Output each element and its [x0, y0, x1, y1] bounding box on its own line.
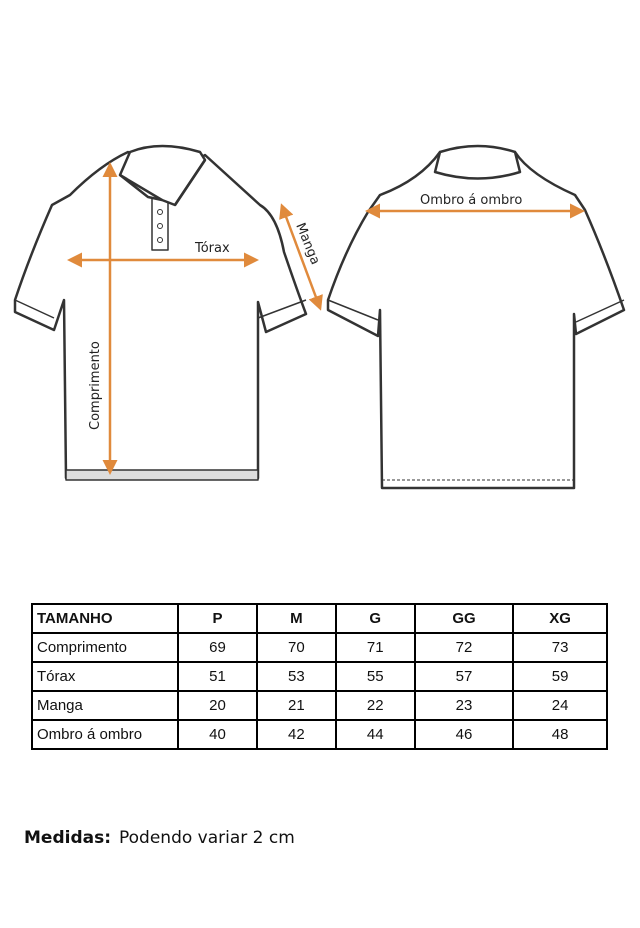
row-label: Comprimento: [32, 633, 178, 662]
measurement-note: [24, 828, 295, 848]
table-cell: 46: [415, 720, 514, 749]
note-label: Medidas:: [24, 828, 112, 848]
table-cell: 72: [415, 633, 514, 662]
table-cell: 70: [257, 633, 336, 662]
table-cell: 24: [513, 691, 607, 720]
header-gg: GG: [415, 604, 514, 633]
table-cell: 59: [513, 662, 607, 691]
table-row: [32, 720, 607, 749]
table-cell: 22: [336, 691, 415, 720]
table-cell: 40: [178, 720, 257, 749]
table-cell: 73: [513, 633, 607, 662]
table-cell: 44: [336, 720, 415, 749]
table-cell: 69: [178, 633, 257, 662]
table-row: [32, 633, 607, 662]
table-row: [32, 691, 607, 720]
header-size: TAMANHO: [32, 604, 178, 633]
row-label: Manga: [32, 691, 178, 720]
table-cell: 51: [178, 662, 257, 691]
header-xg: XG: [513, 604, 607, 633]
table-cell: 48: [513, 720, 607, 749]
table-cell: 57: [415, 662, 514, 691]
row-label: Ombro á ombro: [32, 720, 178, 749]
table-cell: 21: [257, 691, 336, 720]
row-label: Tórax: [32, 662, 178, 691]
note-text: Podendo variar 2 cm: [119, 828, 295, 848]
length-label: Comprimento: [88, 341, 103, 430]
chest-label: Tórax: [195, 241, 230, 256]
table-cell: 23: [415, 691, 514, 720]
shoulder-label: Ombro á ombro: [420, 193, 523, 208]
table-cell: 55: [336, 662, 415, 691]
table-cell: 20: [178, 691, 257, 720]
size-table-header: [32, 604, 607, 633]
table-cell: 42: [257, 720, 336, 749]
table-cell: 53: [257, 662, 336, 691]
front-shirt: [15, 146, 306, 480]
size-table: [31, 603, 608, 750]
header-p: P: [178, 604, 257, 633]
header-g: G: [336, 604, 415, 633]
sleeve-label: Manga: [292, 220, 323, 267]
header-m: M: [257, 604, 336, 633]
table-row: [32, 662, 607, 691]
table-cell: 71: [336, 633, 415, 662]
